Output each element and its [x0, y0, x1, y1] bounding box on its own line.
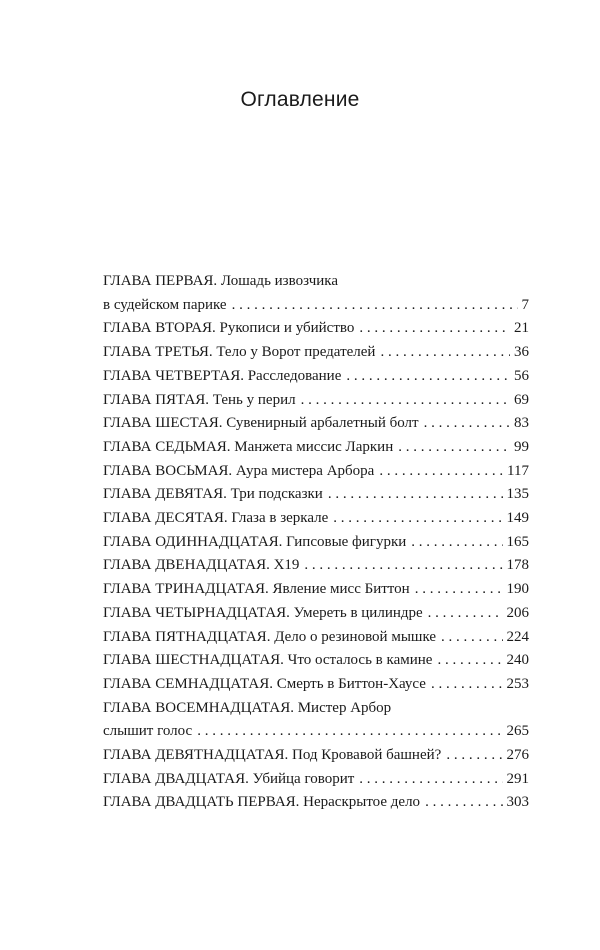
- toc-entry: [103, 483, 529, 507]
- dot-leader: [437, 649, 502, 673]
- toc-entry-line-continued: [103, 697, 529, 721]
- chapter-title: ГЛАВА ДВАДЦАТЬ ПЕРВАЯ. Нераскрытое дело: [103, 794, 421, 811]
- dot-leader: [380, 341, 510, 365]
- toc-entry: [103, 412, 529, 436]
- page-number: 291: [506, 770, 529, 787]
- page-number: 99: [514, 438, 529, 455]
- toc-entry-line: [103, 389, 529, 413]
- dot-leader: [304, 554, 502, 578]
- dot-leader: [197, 720, 502, 744]
- toc-entry: [103, 531, 529, 555]
- toc-entry-line: [103, 317, 529, 341]
- dot-leader: [398, 436, 510, 460]
- dot-leader: [359, 317, 510, 341]
- toc-entry-line: [103, 531, 529, 555]
- toc-entry: [103, 578, 529, 602]
- dot-leader: [424, 412, 510, 436]
- chapter-title: ГЛАВА ДВЕНАДЦАТАЯ. Х19: [103, 557, 300, 574]
- chapter-title: ГЛАВА ОДИННАДЦАТАЯ. Гипсовые фигурки: [103, 533, 407, 550]
- chapter-title: ГЛАВА СЕМНАДЦАТАЯ. Смерть в Биттон-Хаусе: [103, 675, 426, 692]
- dot-leader: [428, 602, 503, 626]
- toc-entry: [103, 649, 529, 673]
- chapter-title: ГЛАВА ШЕСТАЯ. Сувенирный арбалетный болт: [103, 415, 419, 432]
- dot-leader: [333, 507, 502, 531]
- toc-entry: [103, 697, 529, 744]
- page-number: 224: [506, 628, 529, 645]
- chapter-title: ГЛАВА ТРИНАДЦАТАЯ. Явление мисс Биттон: [103, 581, 410, 598]
- chapter-title: ГЛАВА ПЯТНАДЦАТАЯ. Дело о резиновой мышке: [103, 628, 437, 645]
- toc-entry-line: [103, 768, 529, 792]
- page-number: 190: [506, 581, 529, 598]
- page-number: 206: [506, 604, 529, 621]
- dot-leader: [346, 365, 510, 389]
- toc-entry-line: [103, 294, 529, 318]
- chapter-title: слышит голос: [103, 723, 193, 740]
- chapter-title: ГЛАВА ЧЕТВЕРТАЯ. Расследование: [103, 367, 342, 384]
- dot-leader: [379, 460, 503, 484]
- table-of-contents: [103, 270, 529, 815]
- page-number: 276: [506, 747, 529, 764]
- toc-entry-line-continued: [103, 270, 529, 294]
- toc-entry: [103, 554, 529, 578]
- toc-entry: [103, 460, 529, 484]
- page-number: 36: [514, 344, 529, 361]
- toc-entry: [103, 365, 529, 389]
- toc-entry-line: [103, 483, 529, 507]
- chapter-title: ГЛАВА ПЯТАЯ. Тень у перил: [103, 391, 296, 408]
- toc-entry-line: [103, 791, 529, 815]
- toc-entry-line: [103, 626, 529, 650]
- toc-entry-line: [103, 341, 529, 365]
- page-title: Оглавление: [240, 88, 360, 111]
- page-number: 83: [514, 415, 529, 432]
- page-number: 117: [507, 462, 529, 479]
- page-number: 240: [506, 652, 529, 669]
- page-number: 56: [514, 367, 529, 384]
- toc-entry-line: [103, 649, 529, 673]
- toc-entry-line: [103, 507, 529, 531]
- chapter-title: ГЛАВА ВОСЕМНАДЦАТАЯ. Мистер Арбор: [103, 699, 392, 716]
- page-number: 253: [506, 675, 529, 692]
- toc-entry-line: [103, 720, 529, 744]
- dot-leader: [328, 483, 503, 507]
- page-number: 7: [521, 296, 529, 313]
- dot-leader: [431, 673, 503, 697]
- toc-entry-line: [103, 365, 529, 389]
- toc-entry-line: [103, 412, 529, 436]
- toc-entry: [103, 389, 529, 413]
- toc-entry: [103, 744, 529, 768]
- chapter-title: ГЛАВА СЕДЬМАЯ. Манжета миссис Ларкин: [103, 438, 394, 455]
- dot-leader: [441, 626, 502, 650]
- toc-entry: [103, 673, 529, 697]
- toc-entry-line: [103, 744, 529, 768]
- chapter-title: ГЛАВА ШЕСТНАДЦАТАЯ. Что осталось в камине: [103, 652, 433, 669]
- toc-entry-line: [103, 578, 529, 602]
- page-number: 178: [506, 557, 529, 574]
- page-number: 265: [506, 723, 529, 740]
- page-number: 21: [514, 320, 529, 337]
- chapter-title: ГЛАВА ДЕСЯТАЯ. Глаза в зеркале: [103, 510, 329, 527]
- toc-entry: [103, 791, 529, 815]
- dot-leader: [446, 744, 502, 768]
- dot-leader: [411, 531, 502, 555]
- toc-entry: [103, 626, 529, 650]
- chapter-title: ГЛАВА ВТОРАЯ. Рукописи и убийство: [103, 320, 355, 337]
- toc-entry: [103, 317, 529, 341]
- dot-leader: [425, 791, 502, 815]
- toc-entry: [103, 270, 529, 317]
- toc-entry-line: [103, 436, 529, 460]
- page-number: 165: [506, 533, 529, 550]
- dot-leader: [232, 294, 518, 318]
- toc-entry: [103, 768, 529, 792]
- chapter-title: ГЛАВА ДВАДЦАТАЯ. Убийца говорит: [103, 770, 355, 787]
- chapter-title: ГЛАВА ТРЕТЬЯ. Тело у Ворот предателей: [103, 344, 376, 361]
- dot-leader: [359, 768, 502, 792]
- toc-entry: [103, 602, 529, 626]
- toc-entry-line: [103, 673, 529, 697]
- chapter-title: ГЛАВА ДЕВЯТНАДЦАТАЯ. Под Кровавой башней?: [103, 747, 442, 764]
- page-number: 149: [506, 510, 529, 527]
- toc-entry-line: [103, 460, 529, 484]
- chapter-title: в судейском парике: [103, 296, 227, 313]
- toc-entry-line: [103, 602, 529, 626]
- chapter-title: ГЛАВА ПЕРВАЯ. Лошадь извозчика: [103, 273, 339, 289]
- toc-entry-line: [103, 554, 529, 578]
- page-number: 303: [506, 794, 529, 811]
- chapter-title: ГЛАВА ЧЕТЫРНАДЦАТАЯ. Умереть в цилиндре: [103, 604, 423, 621]
- dot-leader: [301, 389, 510, 413]
- chapter-title: ГЛАВА ВОСЬМАЯ. Аура мистера Арбора: [103, 462, 375, 479]
- toc-entry: [103, 341, 529, 365]
- toc-entry: [103, 436, 529, 460]
- dot-leader: [415, 578, 503, 602]
- chapter-title: ГЛАВА ДЕВЯТАЯ. Три подсказки: [103, 486, 323, 503]
- toc-entry: [103, 507, 529, 531]
- page-number: 135: [506, 486, 529, 503]
- page-number: 69: [514, 391, 529, 408]
